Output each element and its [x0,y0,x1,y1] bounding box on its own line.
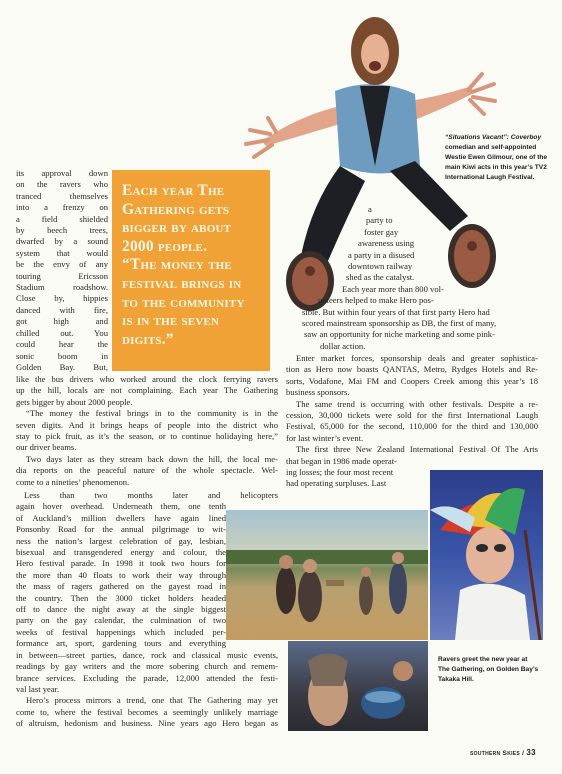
text-line: dwarfed by a sound [16,236,108,247]
caption-line: comedian and self-appointed [445,144,537,151]
text-line: scored mainstream sponsorship as DB, the first of many, [302,318,497,329]
pull-quote-line: Each year The [122,182,225,199]
text-line: could hear the [16,339,108,350]
text-line: gets bigger by about 2000 people. [16,396,133,407]
text-line: Two days later as they stream back down the hill, the local me- [26,453,278,464]
text-line: dia reports on the peaceful nature of the whole spectacle. Wel- [16,465,278,476]
text-line: got high and [16,316,108,327]
caption-line: main Kiwi acts in this year’s TV2 [445,164,547,171]
text-line: Hero festival parade. In 1998 it took two hours for [16,558,226,569]
text-line: for last winter’s event. [286,432,364,443]
text-line: a party in a disused [348,249,415,260]
text-line: in between—street parties, dance, rock and classical music events, [16,649,278,660]
photo-caption-top [445,133,560,183]
text-line: be the envy of any [16,259,108,270]
page-number: 33 [526,748,536,757]
text-line: again hover overhead. Underneath them, one tenth [16,501,226,512]
text-line: brance services. Excluding the parade, 12,000 attended the festi- [16,672,278,683]
text-line: readings by gay writers and the more sobering church and remem- [16,661,278,672]
text-line: formance art, sport, gardening tours and everything [16,638,226,649]
text-line: the country. Then the 3000 ticket holders headed [16,592,226,603]
pull-quote-line: to the community [122,293,245,311]
text-line: the more than 40 floats to work their way through [16,569,226,580]
footer-separator: / [520,750,527,757]
text-line: sonic boom in [16,350,108,361]
text-line: a field shielded [16,213,108,224]
text-line: Less than two months later and helicopters [24,490,278,500]
text-line: Close by, hippies [16,293,108,304]
text-line: Ponsonby Road for the annual pilgrimage to wit- [16,524,226,535]
left-column-text [16,168,108,373]
pull-quote [112,170,270,371]
text-line: party to [366,215,393,226]
text-line: saw an opportunity for niche marketing and some pink- [304,329,495,340]
text-line: come to, where the festival becomes a seemingly unlikely marriage [16,706,278,717]
text-line: off to dance the night away at the single biggest [16,604,226,615]
pull-quote-line: bigger by about [122,219,232,237]
middle-column-text [276,204,538,352]
text-line: tranced themselves [16,190,108,201]
pull-quote-line: Gathering gets [122,200,230,218]
text-line: had operating surpluses. Last [286,478,387,489]
text-line: tion as Hero now boasts QANTAS, Metro, Rydges Hotels and Re- [286,364,538,375]
text-line: downtown railway [348,261,413,272]
pull-quote-line: festival brings in [122,274,242,292]
text-line: like the bus drivers who worked around the clock ferrying ravers [16,374,278,384]
page-footer [470,748,536,757]
text-line: of Auckland’s million dwellers have again lined [16,512,226,523]
text-line: Stadium roadshow. [16,282,108,293]
text-line: our driver beams. [16,442,77,453]
pull-quote-line: “The money the [122,256,232,274]
text-line: of altruism, hedonism and business. Nine years ago Hero began as [16,718,278,729]
caption-line: The Gathering, on Golden Bay’s [438,666,539,673]
text-line: seven digits. And it brings heaps of people into the district who [16,419,278,430]
text-line: “The money the festival brings in to the community is in the [26,408,278,419]
text-line: into a frenzy on [16,202,108,213]
photo-caption-bottom [438,655,558,685]
ravers-field-photo [226,510,428,640]
pull-quote-line: digits.” [122,330,174,348]
pull-quote-line: 2000 people. [122,237,208,255]
text-line: Festival, 65,000 for the second, 110,000 for the third and 130,000 [286,421,538,432]
caption-line: Takaka Hill. [438,676,474,683]
drummers-photo [288,641,428,731]
text-line: come to a nineties’ phenomenon. [16,476,130,487]
text-line: val last year. [16,683,60,694]
text-line: dollar action. [320,340,366,351]
text-line: danced with fire, [16,304,108,315]
text-line: foster gay [364,226,399,237]
caption-line: Westie Ewen Gilmour, one of the [445,154,548,161]
text-line: unteers helped to make Hero pos- [318,295,434,306]
caption-line: “Situations Vacant”: Coverboy [445,134,542,141]
text-line: touring Ericsson [16,270,108,281]
text-line: party on the gay calendar, the culmination of two [16,615,226,626]
text-line: Golden Bay. But, [16,361,108,372]
text-line: sorts, Vodafone, Mai FM and Coopers Creek among this year’s 18 [286,375,538,386]
text-line: stay to pick fruit, as it’s the season, or to continue holidaying here,” [16,431,278,442]
text-line: sible. But within four years of that first party Hero had [302,306,490,317]
body-text [16,374,278,488]
magazine-name: southern Skies [470,750,521,757]
text-line: a [368,204,372,214]
text-line: Enter market forces, sponsorship deals and greater sophistica- [296,353,538,363]
text-line: cession, 30,000 tickets were sold for the first International Laugh [286,410,538,421]
text-line: business sponsors. [286,387,350,398]
text-line: weeks of festival happenings which included per- [16,626,226,637]
text-line: its approval down [16,168,108,178]
text-line: awareness using [358,238,415,249]
pull-quote-line: is in the seven [122,312,220,330]
text-line: Each year more than 800 vol- [342,283,444,294]
caption-line: International Laugh Festival. [445,174,535,181]
text-line: chilled out. You [16,327,108,338]
text-line: the mass of ragers gathered on the gayest road in [16,581,226,592]
text-line: ing losses; the four most recent [286,467,394,478]
text-line: that began in 1986 made operat- [286,455,397,466]
text-line: The same trend is occurring with other festivals. Despite a re- [296,398,538,409]
caption-line: Ravers greet the new year at [438,656,528,663]
text-line: by beech trees, [16,225,108,236]
text-line: ness the nation’s largest celebration of gay, lesbian, [16,535,226,546]
text-line: up the hill, locals are not complaining. Each year The Gathering [16,385,278,396]
text-line: shed as the catalyst. [346,272,415,283]
text-line: The first three New Zealand International Festival Of The Arts [296,444,538,455]
feathered-headdress-photo [430,470,543,640]
text-line: Hero’s process mirrors a trend, one that The Gathering may yet [26,695,278,706]
text-line: bisexual and transgendered energy and colour, the [16,547,226,558]
text-line: system that would [16,247,108,258]
text-line: on the ravers who [16,179,108,190]
